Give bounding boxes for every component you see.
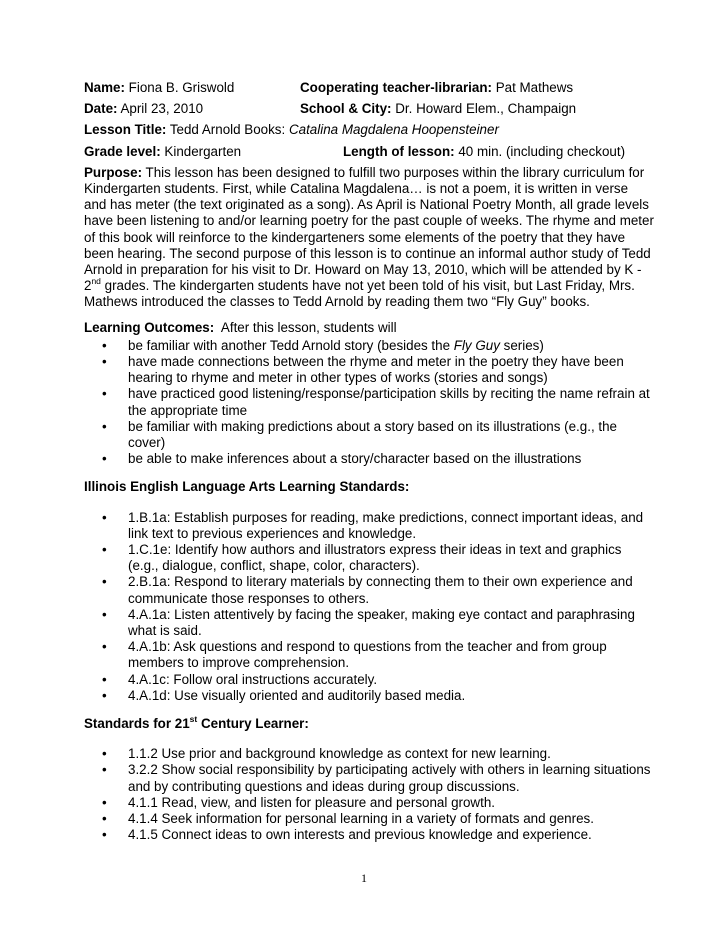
list-item: • 1.1.2 Use prior and background knowledge as context for new learning. xyxy=(102,746,551,762)
list-item: • 4.1.1 Read, view, and listen for pleasure and personal growth. xyxy=(102,794,495,810)
name-field: Name: Fiona B. Griswold xyxy=(84,80,235,95)
list-item: • 2.B.1a: Respond to literary materials by connecting them to their own experience and communicate those responses to others. xyxy=(102,574,633,606)
list-item: • be able to make inferences about a story/character based on the illustrations xyxy=(102,451,582,467)
standards-21st-century-list xyxy=(84,746,654,843)
page-number: 1 xyxy=(361,871,367,885)
list-item: • have made connections between the rhyme and meter in the poetry they have been hearing to rhyme and meter in other types of works (stories and songs) xyxy=(102,353,624,386)
date-field: Date: April 23, 2010 xyxy=(84,101,204,117)
list-item: • 4.1.4 Seek information for personal learning in a variety of formats and genres. xyxy=(102,811,594,827)
illinois-standards-list xyxy=(84,510,654,704)
standards-21st-century-heading: Standards for 21st Century Learner: xyxy=(84,713,309,732)
lesson-length-field: Length of lesson: 40 min. (including checkout) xyxy=(343,143,626,159)
list-item: • 4.A.1b: Ask questions and respond to questions from the teacher and from group members to improve comprehension. xyxy=(102,639,607,671)
document-page xyxy=(84,80,654,843)
list-item: • 4.A.1d: Use visually oriented and auditorily based media. xyxy=(102,687,466,703)
date-row xyxy=(84,101,654,117)
learning-outcomes-list xyxy=(84,338,654,468)
grade-row xyxy=(84,144,654,160)
illinois-standards-heading: Illinois English Language Arts Learning Standards: xyxy=(84,479,410,495)
cooperating-teacher-field: Cooperating teacher-librarian: Pat Mathews xyxy=(300,80,574,95)
list-item: • 1.C.1e: Identify how authors and illustrators express their ideas in text and graphics (e.g., dialogue, conflict, shape, color, characters). xyxy=(102,542,622,574)
list-item: • 4.A.1c: Follow oral instructions accurately. xyxy=(102,671,378,687)
list-item: • 4.A.1a: Listen attentively by facing the speaker, making eye contact and paraphrasing what is said. xyxy=(102,606,635,639)
list-item: • have practiced good listening/response/participation skills by reciting the name refrain at the appropriate time xyxy=(102,386,650,418)
list-item: • 1.B.1a: Establish purposes for reading, make predictions, connect important ideas, and link text to previous experiences and knowledge. xyxy=(102,509,644,541)
list-item: • 3.2.2 Show social responsibility by participating actively with others in learning situations and by contributing questions and ideas during group discussions. xyxy=(102,762,651,794)
purpose-paragraph: Purpose: This lesson has been designed to fulfill two purposes within the library curriculum for Kindergarten students. First, while Catalina Magdalena… is not a poem, it is written in verse and has meter (the text originated as a song). As April is National Poetry Month, all grade levels have been listening to and/or learning poetry for the past couple of weeks. The rhyme and meter of this book will reinforce to the kindergarteners some elements of the poetry that they have been hearing. The second purpose of this lesson is to continue an informal author study of Tedd Arnold in preparation for his visit to Dr. Howard on May 13, 2010, which will be attended by K - 2nd grades. The kindergarten students have not yet been told of his visit, but Last Friday, Mrs. Mathews introduced the classes to Tedd Arnold by reading them two “Fly Guy” books. xyxy=(84,164,654,310)
list-item: • be familiar with making predictions about a story based on its illustrations (e.g., the cover) xyxy=(102,418,618,450)
list-item: • 4.1.5 Connect ideas to own interests and previous knowledge and experience. xyxy=(102,827,592,843)
name-row xyxy=(84,80,654,96)
grade-level-field: Grade level: Kindergarten xyxy=(84,143,242,159)
list-item: • be familiar with another Tedd Arnold story (besides the Fly Guy series) xyxy=(102,337,544,353)
lesson-title-row: Lesson Title: Tedd Arnold Books: Catalina Magdalena Hoopensteiner xyxy=(84,122,499,138)
school-city-field: School & City: Dr. Howard Elem., Champaign xyxy=(300,101,577,117)
learning-outcomes-heading: Learning Outcomes: After this lesson, students will xyxy=(84,319,397,335)
